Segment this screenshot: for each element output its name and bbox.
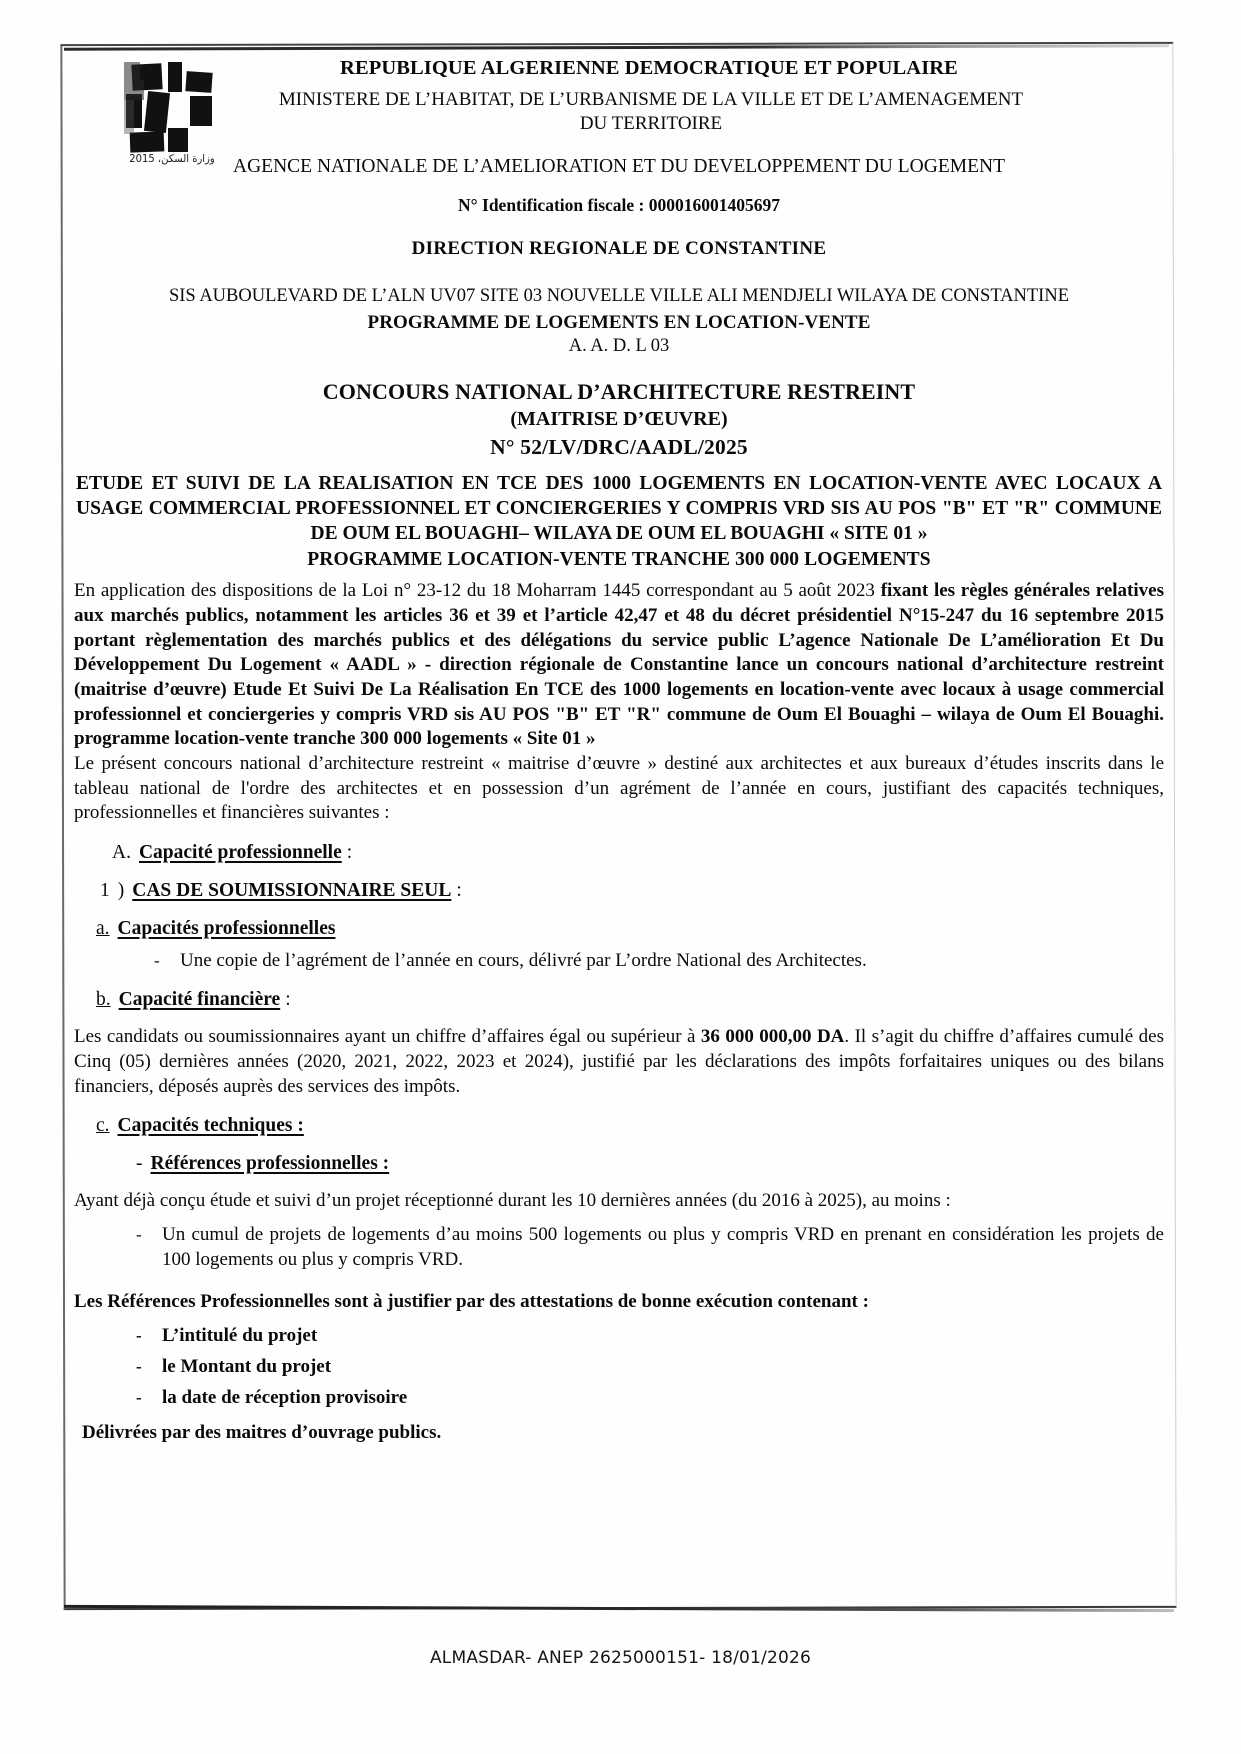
justification-heading: Les Références Professionnelles sont à justifier par des attestations de bonne exécution contenant : xyxy=(74,1291,869,1313)
subsection-b-marker: b. xyxy=(96,989,111,1011)
list-item xyxy=(154,948,1164,973)
republic-title: REPUBLIQUE ALGERIENNE DEMOCRATIQUE ET POPULAIRE xyxy=(340,57,958,79)
programme-tranche: PROGRAMME LOCATION-VENTE TRANCHE 300 000 LOGEMENTS xyxy=(307,549,931,571)
programme-label: PROGRAMME DE LOGEMENTS EN LOCATION-VENTE xyxy=(367,312,871,334)
legal-basis-normal: En application des dispositions de la Loi n° 23-12 du 18 Moharram 1445 correspondant au 5 août 2023 xyxy=(74,580,875,602)
financial-capacity-part2: . Il s’agit du chiffre d’affaires cumulé des Cinq (05) dernières années (2020, 2021, 2022, 2023 et 2024), justifié par les déclarations des impôts forfaitaires uniques ou des bilans financiers, déposés auprès des services des impôts. xyxy=(74,1026,1164,1097)
fiscal-identification-number: N° Identification fiscale : 000016001405697 xyxy=(458,195,780,216)
technical-reference-item: Un cumul de projets de logements d’au moins 500 logements ou plus y compris VRD en prenant en considération les projets de 100 logements ou plus y compris VRD. xyxy=(162,1223,1164,1271)
subsection-c-marker: c. xyxy=(96,1115,110,1137)
closing-statement: Délivrées par des maitres d’ouvrage publics. xyxy=(82,1422,442,1444)
dash-bullet-icon: - xyxy=(154,951,160,971)
eligibility-paragraph: Le présent concours national d’architecture restreint « maitrise d’œuvre » destiné aux architectes et aux bureaux d’études inscrits dans le tableau national de l'ordre des architectes et en possession d’un agrément de l’année en cours, justifiant des capacités techniques, professionnelles et financières suivantes : xyxy=(74,753,1164,824)
financial-capacity-part1: Les candidats ou soumissionnaires ayant un chiffre d’affaires égal ou supérieur à xyxy=(74,1026,701,1048)
technical-references-list xyxy=(74,1222,1164,1272)
section-a-colon: : xyxy=(346,842,353,864)
regional-direction: DIRECTION REGIONALE DE CONSTANTINE xyxy=(411,238,827,260)
list-item xyxy=(136,1354,1164,1379)
agency-address: SIS AUBOULEVARD DE L’ALN UV07 SITE 03 NOUVELLE VILLE ALI MENDJELI WILAYA DE CONSTANTINE xyxy=(168,286,1069,307)
list-item xyxy=(136,1323,1164,1348)
document-body xyxy=(74,579,1164,1444)
justification-items-list xyxy=(74,1323,1164,1410)
dash-bullet-icon: - xyxy=(136,1356,142,1376)
dash-bullet-icon: - xyxy=(136,1224,142,1244)
justification-item-date: la date de réception provisoire xyxy=(162,1386,408,1408)
section-one-title: CAS DE SOUMISSIONNAIRE SEUL xyxy=(132,880,452,902)
dash-bullet-icon: - xyxy=(136,1387,142,1407)
agency-title: AGENCE NATIONALE DE L’AMELIORATION ET DU DEVELOPPEMENT DU LOGEMENT xyxy=(233,156,1005,177)
list-item xyxy=(136,1385,1164,1410)
section-one-heading xyxy=(74,880,1164,902)
list-item xyxy=(136,1222,1164,1272)
legal-basis-paragraph xyxy=(74,579,1164,752)
anep-footer: ALMASDAR- ANEP 2625000151- 18/01/2026 xyxy=(429,1648,812,1668)
financial-capacity-paragraph xyxy=(74,1025,1164,1099)
professional-capacity-list xyxy=(74,948,1164,973)
section-one-paren: ) xyxy=(117,880,125,902)
subsection-b-heading xyxy=(74,989,1164,1011)
document-header xyxy=(74,56,1164,571)
ministry-title xyxy=(74,88,1164,137)
subsection-c-heading xyxy=(74,1115,1164,1137)
dash-bullet-icon: - xyxy=(136,1153,143,1175)
section-a-marker: A. xyxy=(112,842,131,864)
references-title: Références professionnelles : xyxy=(150,1153,390,1175)
ministry-title-line1: MINISTERE DE L’HABITAT, DE L’URBANISME DE LA VILLE ET DE L’AMENAGEMENT xyxy=(278,88,1024,110)
emblem-caption: وزارة السكن، 2015 xyxy=(129,153,215,166)
subsection-b-colon: : xyxy=(285,989,291,1011)
references-intro-paragraph: Ayant déjà conçu étude et suivi d’un projet réceptionné durant les 10 dernières années (du 2016 à 2025), au moins : xyxy=(74,1190,951,1212)
financial-capacity-amount: 36 000 000,00 DA xyxy=(700,1026,845,1048)
professional-capacity-item: Une copie de l’agrément de l’année en cours, délivré par L’ordre National des Architectes. xyxy=(180,950,867,972)
justification-item-amount: le Montant du projet xyxy=(162,1355,332,1377)
justification-item-title: L’intitulé du projet xyxy=(162,1324,318,1346)
subsection-a-heading xyxy=(74,918,1164,940)
adl-code: A. A. D. L 03 xyxy=(568,336,670,357)
competition-title: CONCOURS NATIONAL D’ARCHITECTURE RESTREINT xyxy=(322,379,916,405)
section-one-colon: : xyxy=(456,880,462,902)
subsection-b-title: Capacité financière xyxy=(118,989,281,1011)
section-one-marker: 1 xyxy=(100,880,110,902)
ministry-title-line2: DU TERRITOIRE xyxy=(579,113,723,135)
legal-basis-bold: fixant les règles générales relatives aux marchés publics, notamment les articles 36 et 39 et l’article 42,47 et 48 du décret présidentiel N°15-247 du 16 septembre 2015 portant règlementation des marchés publics et des délégations du service public L’agence Nationale De L’amélioration Et Du Développement Du Logement « AADL » - direction régionale de Constantine lance un concours national d’architecture restreint (maitrise d’œuvre) Etude Et Suivi De La Réalisation En TCE des 1000 logements en location-vente avec locaux à usage commercial professionnel et conciergeries y compris VRD sis AU POS "B" ET "R" commune de Oum El Bouaghi – wilaya de Oum El Bouaghi. programme location-vente tranche 300 000 logements « Site 01 » xyxy=(74,580,1164,750)
document-content xyxy=(66,46,1172,1444)
subsection-a-title: Capacités professionnelles xyxy=(117,918,336,940)
document-border-bottom xyxy=(64,1605,1174,1612)
dash-bullet-icon: - xyxy=(136,1325,142,1345)
references-heading xyxy=(74,1153,1164,1175)
subsection-a-marker: a. xyxy=(96,918,110,940)
section-a-title: Capacité professionnelle xyxy=(138,842,342,864)
competition-object: ETUDE ET SUIVI DE LA REALISATION EN TCE DES 1000 LOGEMENTS EN LOCATION-VENTE AVEC LOCAUX A USAGE COMMERCIAL PROFESSIONNEL ET CONCIERGERIES Y COMPRIS VRD SIS AU POS "B" ET "R" COMMUNE DE OUM EL BOUAGHI– WILAYA DE OUM EL BOUAGHI « SITE 01 » xyxy=(76,473,1162,545)
subsection-c-title: Capacités techniques : xyxy=(117,1115,304,1137)
competition-subtitle: (MAITRISE D’ŒUVRE) xyxy=(510,408,728,431)
section-a-heading xyxy=(74,842,1164,864)
competition-number: N° 52/LV/DRC/AADL/2025 xyxy=(490,435,748,460)
ministry-emblem-icon xyxy=(124,62,220,154)
